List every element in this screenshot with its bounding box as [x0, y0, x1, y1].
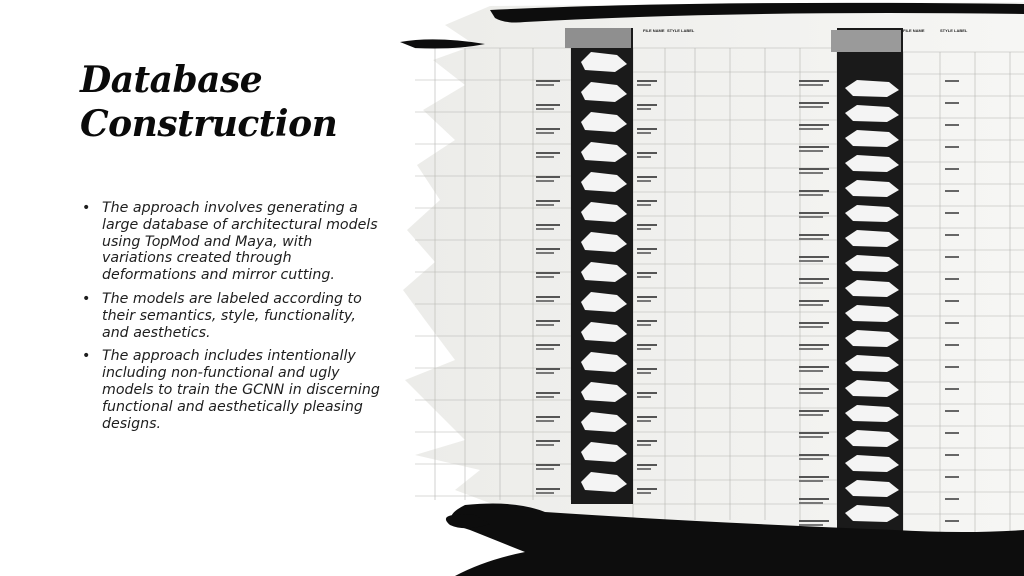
cell-text-mark	[536, 128, 560, 130]
column-header-grey-left	[565, 28, 631, 48]
cell-text-mark	[799, 190, 829, 192]
cell-text-mark	[637, 444, 651, 446]
cell-text-mark	[536, 272, 560, 274]
cell-text-mark	[637, 348, 651, 350]
cell-text-mark	[536, 180, 554, 182]
bullet-item	[82, 291, 382, 341]
cell-text-mark	[637, 368, 657, 370]
cell-text-mark	[945, 388, 959, 390]
cell-text-mark	[799, 150, 823, 152]
cell-text-mark	[945, 410, 959, 412]
cell-text-mark	[799, 146, 829, 148]
cell-text-mark	[799, 128, 823, 130]
cell-text-mark	[637, 440, 657, 442]
cell-text-mark	[637, 156, 651, 158]
cell-text-mark	[536, 468, 554, 470]
cell-text-mark	[945, 80, 959, 82]
database-table-photo	[395, 0, 1024, 576]
cell-text-mark	[799, 344, 829, 346]
cell-text-mark	[637, 252, 651, 254]
cell-text-mark	[799, 172, 823, 174]
cell-text-mark	[637, 108, 651, 110]
cell-text-mark	[799, 432, 829, 434]
cell-text-mark	[637, 228, 651, 230]
cell-text-mark	[945, 344, 959, 346]
cell-text-mark	[637, 104, 657, 106]
column-header-grey-right	[831, 30, 901, 52]
cell-text-mark	[799, 84, 823, 86]
cell-text-mark	[637, 396, 651, 398]
database-photo	[395, 0, 1024, 576]
cell-text-mark	[799, 194, 823, 196]
cell-text-mark	[536, 372, 554, 374]
cell-text-mark	[637, 420, 651, 422]
header-label: FILE NAME	[643, 28, 665, 33]
cell-text-mark	[799, 124, 829, 126]
cell-text-mark	[637, 84, 651, 86]
cell-text-mark	[536, 492, 554, 494]
cell-text-mark	[536, 84, 554, 86]
cell-text-mark	[637, 204, 651, 206]
cell-text-mark	[799, 234, 829, 236]
cell-text-mark	[536, 176, 560, 178]
title-line-2: Construction	[80, 103, 338, 145]
bullet-text: The approach involves generating a large database of architectural models using TopMod and Maya, with variations created through deformations and mirror cutting.	[102, 200, 378, 284]
cell-text-mark	[799, 212, 829, 214]
cell-text-mark	[536, 392, 560, 394]
cell-text-mark	[637, 80, 657, 82]
cell-text-mark	[945, 432, 959, 434]
cell-text-mark	[945, 146, 959, 148]
bullet-text: The models are labeled according to their semantics, style, functionality, and aesthetics.	[102, 290, 362, 341]
cell-text-mark	[637, 468, 651, 470]
cell-text-mark	[536, 416, 560, 418]
cell-text-mark	[799, 524, 823, 526]
cell-text-mark	[945, 454, 959, 456]
cell-text-mark	[637, 492, 651, 494]
cell-text-mark	[637, 200, 657, 202]
cell-text-mark	[637, 224, 657, 226]
cell-text-mark	[799, 300, 829, 302]
cell-text-mark	[945, 278, 959, 280]
bullet-item	[82, 348, 382, 432]
cell-text-mark	[536, 464, 560, 466]
model-thumbnails-left	[581, 52, 627, 492]
cell-text-mark	[945, 168, 959, 170]
cell-text-mark	[945, 520, 959, 522]
cell-text-mark	[536, 320, 560, 322]
cell-text-mark	[799, 282, 823, 284]
cell-text-mark	[536, 420, 554, 422]
cell-text-mark	[799, 370, 823, 372]
cell-text-mark	[799, 102, 829, 104]
cell-text-mark	[799, 238, 823, 240]
cell-text-mark	[536, 152, 560, 154]
cell-text-mark	[799, 480, 823, 482]
cell-text-mark	[799, 278, 829, 280]
cell-text-mark	[536, 204, 554, 206]
bullet-list	[82, 200, 382, 439]
cell-text-mark	[536, 224, 560, 226]
bullet-item	[82, 200, 382, 284]
cell-text-mark	[637, 180, 651, 182]
cell-text-mark	[945, 300, 959, 302]
cell-text-mark	[799, 216, 823, 218]
cell-text-mark	[799, 348, 823, 350]
cell-text-mark	[799, 106, 823, 108]
cell-text-mark	[799, 168, 829, 170]
cell-text-mark	[945, 476, 959, 478]
cell-text-mark	[799, 260, 823, 262]
cell-text-mark	[536, 108, 554, 110]
cell-text-mark	[637, 392, 657, 394]
cell-text-mark	[799, 498, 829, 500]
cell-text-mark	[536, 296, 560, 298]
cell-text-mark	[637, 300, 651, 302]
cell-text-mark	[799, 414, 823, 416]
cell-text-mark	[799, 366, 829, 368]
cell-text-mark	[799, 392, 823, 394]
cell-text-mark	[637, 324, 651, 326]
header-label: STYLE LABEL	[667, 28, 695, 33]
cell-text-mark	[799, 436, 823, 438]
cell-text-mark	[536, 80, 560, 82]
cell-text-mark	[945, 498, 959, 500]
cell-text-mark	[799, 476, 829, 478]
cell-text-mark	[536, 248, 560, 250]
cell-text-mark	[945, 322, 959, 324]
cell-text-mark	[945, 190, 959, 192]
cell-text-mark	[799, 458, 823, 460]
cell-text-mark	[799, 322, 829, 324]
cell-text-mark	[799, 410, 829, 412]
cell-text-mark	[536, 200, 560, 202]
cell-text-mark	[536, 324, 554, 326]
paper-sheet	[403, 2, 1024, 545]
cell-text-mark	[637, 296, 657, 298]
cell-text-mark	[637, 248, 657, 250]
cell-text-mark	[536, 104, 560, 106]
cell-text-mark	[637, 372, 651, 374]
header-label: STYLE LABEL	[940, 28, 968, 33]
cell-text-mark	[945, 256, 959, 258]
cell-text-mark	[799, 304, 823, 306]
bullet-dot: •	[82, 200, 91, 216]
cell-text-mark	[945, 102, 959, 104]
cell-text-mark	[799, 256, 829, 258]
cell-text-mark	[536, 348, 554, 350]
bullet-dot: •	[82, 348, 91, 365]
cell-text-mark	[799, 388, 829, 390]
cell-text-mark	[637, 128, 657, 130]
cell-text-mark	[637, 152, 657, 154]
cell-text-mark	[536, 444, 554, 446]
bullet-text: The approach includes intentionally including non-functional and ugly models to train the GCNN in discerning functional and aesthetically pleasing designs.	[102, 348, 380, 432]
cell-text-mark	[536, 132, 554, 134]
cell-text-mark	[637, 276, 651, 278]
cell-text-mark	[637, 488, 657, 490]
cell-text-mark	[536, 396, 554, 398]
cell-text-mark	[637, 416, 657, 418]
cell-text-mark	[536, 488, 560, 490]
cell-text-mark	[799, 502, 823, 504]
cell-text-mark	[945, 234, 959, 236]
cell-text-mark	[536, 276, 554, 278]
cell-text-mark	[799, 520, 829, 522]
title-line-1: Database	[80, 59, 263, 101]
cell-text-mark	[637, 176, 657, 178]
cell-text-mark	[799, 80, 829, 82]
header-label: FILE NAME	[903, 28, 925, 33]
cell-text-mark	[799, 454, 829, 456]
cell-text-mark	[945, 212, 959, 214]
cell-text-mark	[637, 320, 657, 322]
cell-text-mark	[637, 344, 657, 346]
bullet-dot: •	[82, 290, 91, 307]
cell-text-mark	[536, 344, 560, 346]
cell-text-mark	[536, 300, 554, 302]
cell-text-mark	[536, 228, 554, 230]
cell-text-mark	[536, 440, 560, 442]
cell-text-mark	[536, 252, 554, 254]
cell-text-mark	[945, 366, 959, 368]
cell-text-mark	[536, 156, 554, 158]
cell-text-mark	[637, 132, 651, 134]
cell-text-mark	[637, 272, 657, 274]
cell-text-mark	[536, 368, 560, 370]
cell-text-mark	[637, 464, 657, 466]
slide-title	[80, 58, 337, 146]
cell-text-mark	[799, 326, 823, 328]
cell-text-mark	[945, 124, 959, 126]
